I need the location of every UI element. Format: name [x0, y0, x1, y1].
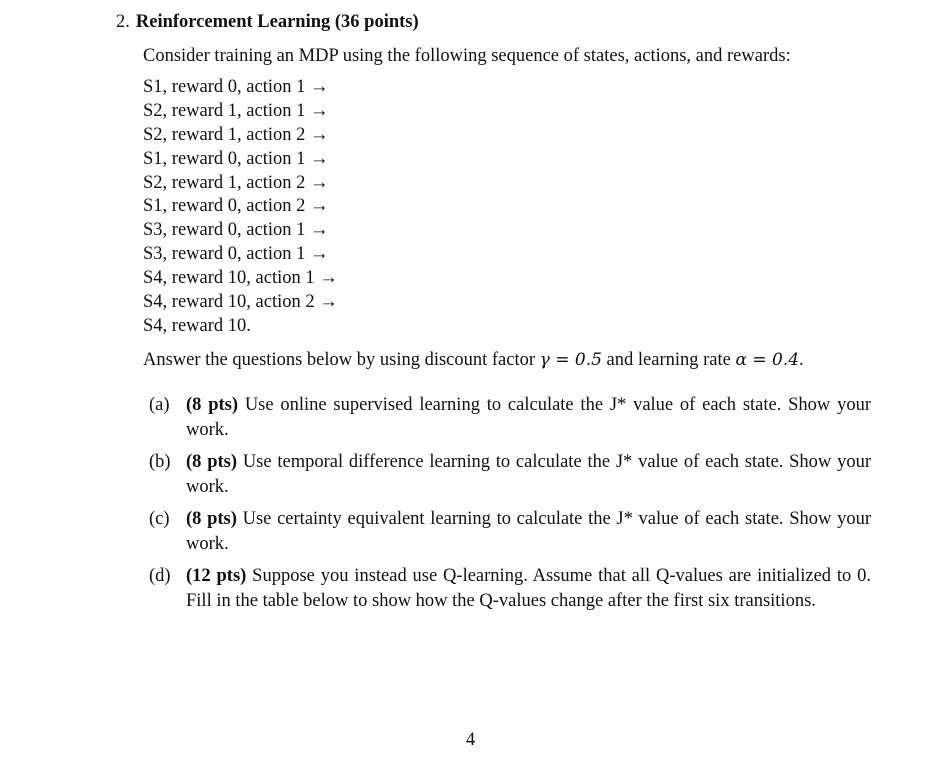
intro-text: Consider training an MDP using the following sequence of states, actions, and rewards:	[143, 46, 791, 66]
question-text: Suppose you instead use Q-learning. Assume that all Q-values are initialized to 0. Fill in the table below to show how the Q-values change after the first six transitions.	[186, 566, 871, 611]
question-label: (a)	[149, 395, 170, 415]
question-text: Use temporal difference learning to calculate the J* value of each state. Show your work.	[186, 452, 871, 497]
sequence-item: S3, reward 0, action 1 →	[143, 244, 329, 265]
parameters-statement	[143, 348, 804, 372]
page-number: 4	[465, 730, 476, 750]
question-text: Use online supervised learning to calculate the J* value of each state. Show your work.	[186, 395, 871, 440]
section-number: 2.	[116, 12, 130, 32]
parameters-middle: and learning rate	[606, 350, 731, 370]
parameters-suffix: .	[799, 350, 804, 370]
section-heading	[116, 10, 419, 34]
gamma-expression: γ = 0.5	[539, 350, 602, 370]
question-points: (8 pts)	[186, 395, 239, 415]
sequence-item: S2, reward 1, action 2 →	[143, 124, 329, 145]
question-list	[149, 393, 871, 621]
question-c	[149, 507, 871, 556]
sequence-item: S1, reward 0, action 2 →	[143, 196, 329, 217]
sequence-item: S4, reward 10.	[143, 315, 251, 336]
parameters-prefix: Answer the questions below by using discount factor	[143, 350, 536, 370]
sequence-item: S2, reward 1, action 2 →	[143, 172, 329, 193]
question-a	[149, 393, 871, 442]
sequence-item: S2, reward 1, action 1 →	[143, 100, 329, 121]
transition-sequence	[143, 76, 338, 339]
sequence-item: S1, reward 0, action 1 →	[143, 77, 329, 97]
question-points: (8 pts)	[186, 452, 238, 472]
question-label: (d)	[149, 566, 171, 586]
question-points: (12 pts)	[186, 566, 247, 586]
sequence-item: S4, reward 10, action 1 →	[143, 268, 338, 289]
question-label: (c)	[149, 509, 170, 529]
section-title: Reinforcement Learning (36 points)	[135, 12, 419, 32]
question-label: (b)	[149, 452, 171, 472]
question-text: Use certainty equivalent learning to calculate the J* value of each state. Show your work.	[186, 509, 871, 554]
sequence-item: S3, reward 0, action 1 →	[143, 220, 329, 241]
question-points: (8 pts)	[186, 509, 237, 529]
alpha-expression: α = 0.4	[735, 350, 800, 370]
sequence-item: S4, reward 10, action 2 →	[143, 292, 338, 313]
question-b	[149, 450, 871, 499]
sequence-item: S1, reward 0, action 1 →	[143, 148, 329, 169]
question-d	[149, 564, 871, 613]
